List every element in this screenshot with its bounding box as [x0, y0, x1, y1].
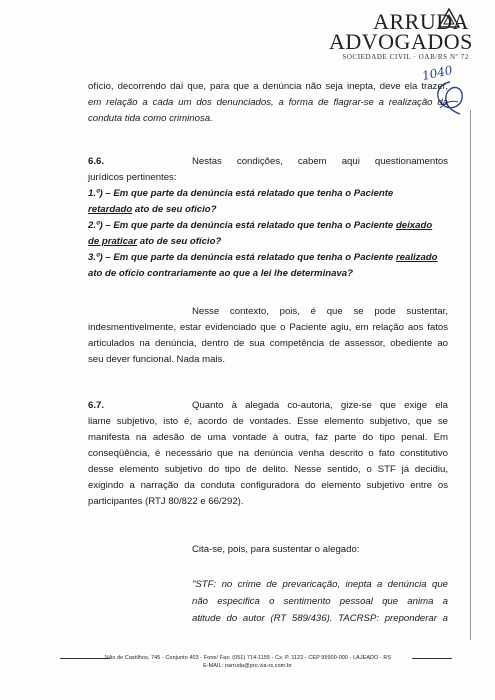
question-1-cont: retardado ato de seu ofício?	[88, 204, 217, 215]
text-line: indesmentivelmente, estar evidenciado que o Paciente agiu, em relação aos fatos	[88, 322, 448, 333]
block-quote	[192, 576, 448, 627]
text-line: ofício, decorrendo daí que, para que a denúncia não seja inepta, deve ela trazer,	[88, 81, 448, 92]
text-line: jurídicos pertinentes:	[88, 172, 177, 183]
question-2-cont: de praticar ato de seu ofício?	[88, 236, 222, 247]
text-line: 6.6. Nestas condições, cabem aqui questionamentos	[88, 154, 448, 170]
handwritten-folio: 1040	[420, 62, 454, 84]
question-1: 1.º) – Em que parte da denúncia está relatado que tenha o Paciente	[88, 188, 394, 199]
text-line: manifesta na adesão de uma vontade à outra, faz parte do tipo penal. Em	[88, 432, 448, 443]
footer-email: E-MAIL: narruda@pro.via-rs.com.br	[203, 663, 292, 669]
section-6-7	[88, 398, 448, 510]
text-line: conduta tida como criminosa.	[88, 113, 213, 124]
firm-name-line2: ADVOGADOS	[329, 29, 473, 54]
firm-subtitle: SOCIEDADE CIVIL · OAB/RS Nº 72	[342, 53, 469, 61]
text-line: articulados na denúncia, dentro de sua competência de assessor, obediente ao	[88, 338, 448, 349]
question-3-cont: ato de ofício contrariamente ao que a lei lhe determinava?	[88, 268, 353, 279]
firm-name-line1: ARRUDA	[373, 9, 469, 34]
text-line: em relação a cada um dos denunciados, a forma de flagrar-se a realização da	[88, 97, 448, 108]
logo-triangle-icon	[438, 8, 460, 28]
section-6-6	[88, 154, 448, 282]
text-line: seu dever funcional. Nada mais.	[88, 354, 226, 365]
question-2: 2.º) – Em que parte da denúncia está relatado que tenha o Paciente deixado	[88, 220, 433, 231]
question-3: 3.º) – Em que parte da denúncia está relatado que tenha o Paciente realizado	[88, 252, 438, 263]
text-line: exigindo a narração da conduta configuradora do elemento subjetivo entre os	[88, 480, 448, 491]
section-number: 6.6.	[88, 156, 105, 167]
quote-line: "STF: no crime de prevaricação, inepta a denúncia que	[192, 579, 448, 590]
margin-rule	[470, 110, 471, 640]
footer-address: Júlio de Castilhos, 745 - Conjunto 403 - Fone/ Fax: (051) 714-1155 - Cx. P. 1122 - CEP 95900-000 - LAJEADO - RS	[103, 655, 392, 661]
text-line: desse elemento subjetivo do tipo de delito. Nesse sentido, o STF já decidiu,	[88, 464, 448, 475]
paragraph-context	[88, 304, 448, 368]
text-line: participantes (RTJ 80/822 e 66/292).	[88, 496, 244, 507]
paragraph-intro	[88, 79, 448, 127]
quote-line: não especifica o sentimento pessoal que anima a	[192, 596, 448, 607]
section-number: 6.7.	[88, 400, 105, 411]
text-line: conseqüência, é necessário que na denúncia venha descrito o fato constitutivo	[88, 448, 448, 459]
text-line: liame subjetivo, isto é, acordo de vontades. Esse elemento subjetivo, que se	[88, 416, 448, 427]
text-line: Nesse contexto, pois, é que se pode sustentar,	[192, 306, 448, 317]
citation-intro: Cita-se, pois, para sustentar o alegado:	[192, 544, 360, 555]
text-line: 6.7. Quanto à alegada co-autoria, gize-se que exige ela	[88, 398, 448, 414]
quote-line: atitude do autor (RT 589/436). TACRSP: preponderar a	[192, 613, 448, 624]
